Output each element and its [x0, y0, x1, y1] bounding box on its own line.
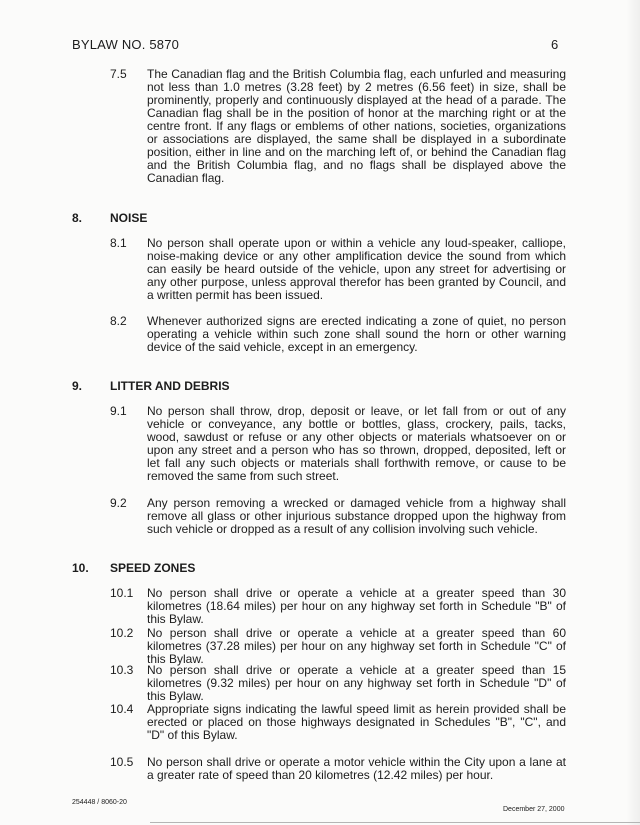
- section-title: NOISE: [110, 211, 148, 225]
- subsection-text: No person shall drive or operate a vehicle at a greater speed than 60 kilometres (37.28 miles) per hour on any highway set forth in Schedule "C" of this Bylaw.: [147, 626, 566, 666]
- subsection-text: The Canadian flag and the British Columbia flag, each unfurled and measuring not less than 1.0 metres (3.28 feet) by 2 metres (6.56 feet) in size, shall be prominently, properly and continuously displayed at the head of a parade. The Canadian flag shall be in the position of honor at the marching right or at the centre front. If any flags or emblems of other nations, societies, organizations or associations are displayed, the same shall be displayed in a subordinate position, either in line and on the marching left of, or behind the Canadian flag and the British Columbia flag, and no flags shall be displayed above the Canadian flag.: [147, 67, 566, 185]
- subsection-number: 10.5: [110, 755, 134, 769]
- subsection-10-1: [110, 587, 566, 626]
- bylaw-number: BYLAW NO. 5870: [72, 37, 180, 52]
- subsection-text: Any person removing a wrecked or damaged vehicle from a highway shall remove all glass or other injurious substance dropped upon the highway from such vehicle or dropped as a result of any collision involving such vehicle.: [147, 496, 566, 536]
- bottom-rule: [150, 822, 640, 823]
- document-date: December 27, 2000: [503, 806, 565, 813]
- subsection-text: Whenever authorized signs are erected indicating a zone of quiet, no person operating a vehicle within such zone shall sound the horn or other warning device of the said vehicle, except in an emergency.: [147, 314, 566, 354]
- subsection-number: 10.4: [110, 702, 134, 716]
- document-id: 254448 / 8060-20: [72, 799, 127, 806]
- subsection-10-2: [110, 627, 566, 666]
- subsection-text: No person shall operate upon or within a vehicle any loud-speaker, calliope, noise-making device or any other amplification device the sound from which can easily be heard outside of the vehicle, upon any street for advertising or any other purpose, unless approval therefor has been granted by Council, and a written permit has been issued.: [147, 236, 566, 302]
- subsection-10-3: [110, 664, 566, 703]
- subsection-number: 9.2: [110, 496, 127, 510]
- subsection-8-2: [110, 315, 566, 354]
- section-title: LITTER AND DEBRIS: [110, 379, 230, 393]
- subsection-9-1: [110, 405, 566, 483]
- subsection-text: Appropriate signs indicating the lawful speed limit as herein provided shall be erected or placed on those highways designated in Schedules "B", "C", and "D" of this Bylaw.: [147, 702, 566, 742]
- subsection-8-1: [110, 237, 566, 302]
- section-number: 9.: [72, 379, 83, 393]
- subsection-number: 8.1: [110, 236, 127, 250]
- subsection-text: No person shall throw, drop, deposit or leave, or let fall from or out of any vehicle or conveyance, any bottle or bottles, glass, crockery, pails, tacks, wood, sawdust or refuse or any other objects or materials whatsoever on or upon any street and a person who has so thrown, dropped, deposited, left or let fall any such objects or materials shall forthwith remove, or cause to be removed the same from such street.: [147, 404, 566, 483]
- section-title: SPEED ZONES: [110, 561, 196, 575]
- subsection-number: 8.2: [110, 314, 127, 328]
- subsection-number: 9.1: [110, 404, 127, 418]
- page-number: 6: [551, 37, 559, 52]
- section-number: 10.: [72, 561, 89, 575]
- subsection-10-4: [110, 703, 566, 742]
- subsection-text: No person shall drive or operate a vehicle at a greater speed than 30 kilometres (18.64 miles) per hour on any highway set forth in Schedule "B" of this Bylaw.: [147, 586, 566, 626]
- subsection-number: 10.2: [110, 626, 134, 640]
- subsection-text: No person shall drive or operate a motor vehicle within the City upon a lane at a greater rate of speed than 20 kilometres (12.42 miles) per hour.: [147, 755, 566, 782]
- subsection-text: No person shall drive or operate a vehicle at a greater speed than 15 kilometres (9.32 miles) per hour on any highway set forth in Schedule "D" of this Bylaw.: [147, 663, 566, 703]
- subsection-number: 7.5: [110, 67, 127, 81]
- subsection-9-2: [110, 497, 566, 536]
- subsection-number: 10.3: [110, 663, 134, 677]
- scan-edge-shadow: [626, 0, 640, 825]
- subsection-10-5: [110, 756, 566, 782]
- section-number: 8.: [72, 211, 83, 225]
- subsection-number: 10.1: [110, 586, 134, 600]
- subsection-7-5: [110, 68, 566, 185]
